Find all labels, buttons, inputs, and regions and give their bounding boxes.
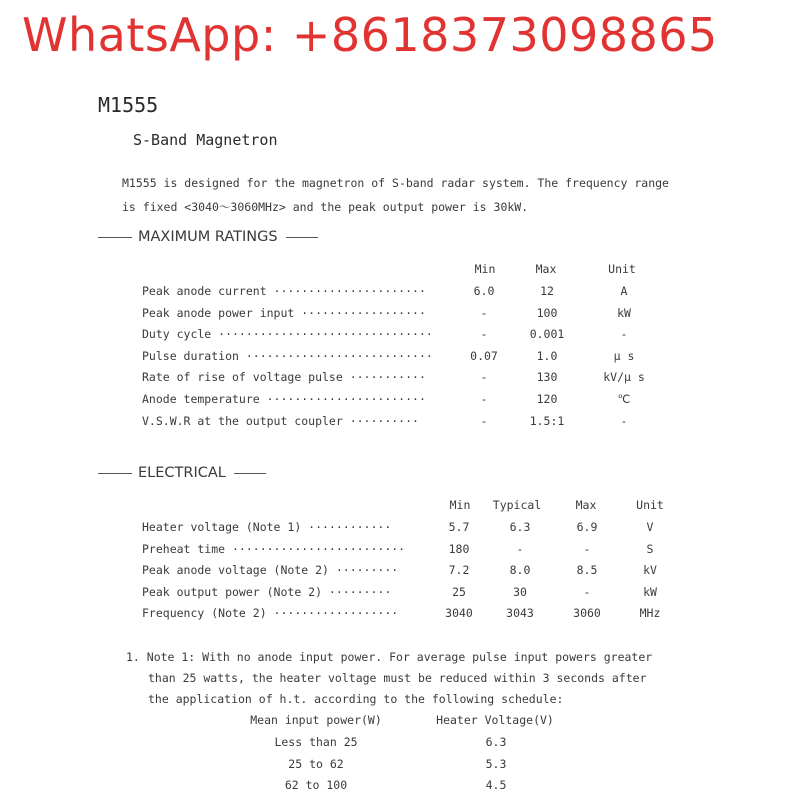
- max-rating-min: -: [480, 305, 488, 320]
- note-line-1: 1. Note 1: With no anode input power. For average pulse input powers greater: [126, 650, 653, 664]
- max-rating-unit: -: [620, 413, 628, 428]
- max-ratings-col-min: Min: [474, 262, 496, 276]
- intro-line-1: M1555 is designed for the magnetron of S-band radar system. The frequency range: [122, 176, 669, 190]
- max-ratings-col-max: Max: [535, 262, 557, 276]
- electrical-unit: kW: [643, 584, 657, 599]
- max-rating-max: 0.001: [529, 327, 565, 342]
- electrical-min: 5.7: [448, 520, 470, 534]
- electrical-typical: 6.3: [509, 520, 531, 534]
- electrical-max: -: [583, 584, 591, 599]
- max-rating-unit: A: [620, 284, 628, 298]
- electrical-typical: 8.0: [509, 563, 531, 577]
- electrical-min: 180: [448, 541, 470, 556]
- electrical-heading: [98, 465, 266, 481]
- electrical-min: 25: [452, 584, 466, 599]
- max-rating-max: 130: [536, 370, 558, 385]
- max-rating-label: Peak anode current ······················: [142, 284, 426, 298]
- max-rating-unit: -: [620, 327, 628, 342]
- max-rating-unit: ℃: [617, 392, 631, 406]
- electrical-unit: kV: [643, 563, 657, 577]
- max-rating-max: 12: [540, 284, 554, 298]
- heading-rule-left: [98, 237, 132, 238]
- electrical-col-min: Min: [449, 498, 471, 512]
- max-rating-unit: kV/μ s: [603, 370, 645, 385]
- max-rating-min: -: [480, 327, 488, 342]
- max-ratings-heading: [98, 229, 318, 245]
- document-subtitle: S-Band Magnetron: [133, 131, 278, 149]
- electrical-heading-text: ELECTRICAL: [138, 465, 226, 481]
- max-rating-min: -: [480, 392, 488, 406]
- schedule-power: 25 to 62: [288, 756, 344, 771]
- max-rating-max: 120: [536, 392, 558, 406]
- max-rating-label: Rate of rise of voltage pulse ···········: [142, 370, 426, 385]
- max-rating-min: -: [480, 413, 488, 428]
- electrical-label: Preheat time ·························: [142, 541, 406, 556]
- max-rating-max: 1.5:1: [529, 413, 565, 428]
- document-title: M1555: [98, 93, 159, 117]
- max-ratings-col-unit: Unit: [608, 262, 636, 276]
- electrical-min: 7.2: [448, 563, 470, 577]
- electrical-col-typical: Typical: [492, 498, 542, 512]
- max-rating-max: 100: [536, 305, 558, 320]
- schedule-voltage: 4.5: [485, 778, 507, 792]
- max-rating-max: 1.0: [536, 348, 558, 363]
- electrical-max: -: [583, 541, 591, 556]
- contact-banner: WhatsApp: +8618373098865: [22, 8, 718, 62]
- electrical-unit: MHz: [639, 606, 661, 620]
- electrical-typical: 3043: [506, 606, 534, 620]
- heading-rule-right: [286, 237, 318, 238]
- max-rating-min: 6.0: [473, 284, 495, 298]
- electrical-typical: 30: [513, 584, 527, 599]
- electrical-label: Peak anode voltage (Note 2) ·········: [142, 563, 399, 577]
- schedule-power: 62 to 100: [284, 778, 348, 792]
- heading-rule-right: [234, 473, 266, 474]
- electrical-typical: -: [516, 541, 524, 556]
- max-rating-label: Peak anode power input ··················: [142, 305, 426, 320]
- electrical-max: 8.5: [576, 563, 598, 577]
- electrical-min: 3040: [445, 606, 473, 620]
- schedule-header-power: Mean input power(W): [250, 713, 382, 727]
- schedule-voltage: 6.3: [485, 735, 507, 749]
- note-line-3: the application of h.t. according to the following schedule:: [148, 692, 564, 706]
- electrical-label: Frequency (Note 2) ··················: [142, 606, 399, 620]
- max-rating-min: 0.07: [470, 348, 498, 363]
- max-rating-unit: kW: [617, 305, 631, 320]
- intro-line-2: is fixed <3040〜3060MHz> and the peak output power is 30kW.: [122, 200, 529, 214]
- max-rating-unit: μ s: [613, 348, 635, 363]
- note-line-2: than 25 watts, the heater voltage must be reduced within 3 seconds after: [148, 671, 647, 685]
- schedule-header-voltage: Heater Voltage(V): [436, 713, 554, 727]
- electrical-col-max: Max: [575, 498, 597, 512]
- max-rating-label: Duty cycle ·······························: [142, 327, 433, 342]
- electrical-max: 3060: [573, 606, 601, 620]
- max-rating-label: V.S.W.R at the output coupler ··········: [142, 413, 419, 428]
- electrical-label: Peak output power (Note 2) ·········: [142, 584, 392, 599]
- electrical-label: Heater voltage (Note 1) ············: [142, 520, 392, 534]
- max-rating-label: Pulse duration ···························: [142, 348, 433, 363]
- max-ratings-heading-text: MAXIMUM RATINGS: [138, 229, 278, 245]
- max-rating-min: -: [480, 370, 488, 385]
- electrical-unit: V: [646, 520, 654, 534]
- electrical-unit: S: [646, 541, 654, 556]
- heading-rule-left: [98, 473, 132, 474]
- schedule-power: Less than 25: [274, 735, 358, 749]
- schedule-voltage: 5.3: [485, 756, 507, 771]
- electrical-col-unit: Unit: [636, 498, 664, 512]
- electrical-max: 6.9: [576, 520, 598, 534]
- max-rating-label: Anode temperature ·······················: [142, 392, 426, 406]
